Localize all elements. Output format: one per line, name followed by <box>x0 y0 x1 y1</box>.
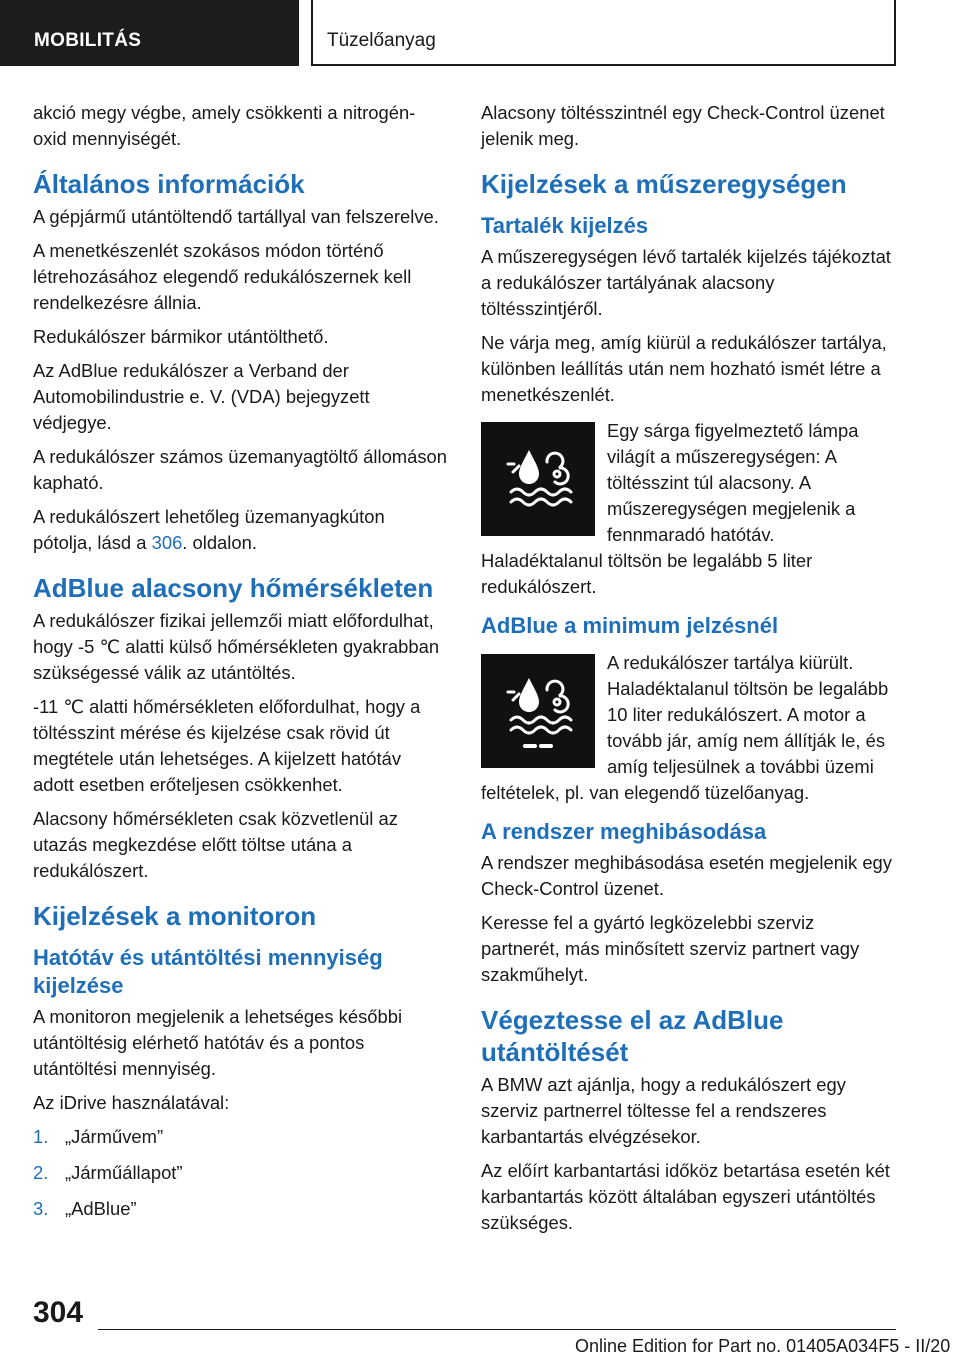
heading-cluster: Kijelzések a műszeregységen <box>481 169 847 199</box>
footer-divider <box>98 1329 896 1330</box>
page-header <box>0 0 960 66</box>
adblue-minimum-warning-icon <box>481 654 595 768</box>
adblue-reserve-warning-icon-graphic <box>481 422 595 536</box>
refill-p1: A BMW azt ajánlja, hogy a redukálószert egy szerviz partnerrel töltesse fel a rendszeres karbantartás elvégzésekor. <box>481 1074 846 1147</box>
step-number: 3. <box>33 1198 49 1219</box>
chapter-tab: Tüzelőanyag <box>311 0 896 66</box>
step-item <box>33 1160 447 1186</box>
general-p6 <box>33 504 447 556</box>
heading-monitor: Kijelzések a monitoron <box>33 901 317 931</box>
general-p1: A gépjármű utántöltendő tartállyal van felszerelve. <box>33 206 439 227</box>
reserve-p1: A műszeregységen lévő tartalék kijelzés tájékoztat a redukálószer tartályának alacsony töltésszintjéről. <box>481 246 891 319</box>
monitor-p2: Az iDrive használatával: <box>33 1092 230 1113</box>
general-p5: A redukálószer számos üzemanyagtöltő állomáson kapható. <box>33 446 448 493</box>
adblue-reserve-warning-icon <box>481 422 595 536</box>
step-number: 2. <box>33 1162 49 1183</box>
subheading-range: Hatótáv és utántöltési mennyiség kijelzése <box>33 945 383 998</box>
edition-text: Online Edition for Part no. 01405A034F5 - II/20 <box>575 1336 951 1356</box>
right-intro-text: Alacsony töltésszintnél egy Check-Control üzenet jelenik meg. <box>481 102 885 149</box>
page-reference-link[interactable]: 306 <box>151 532 183 553</box>
monitor-p1: A monitoron megjelenik a lehetséges későbbi utántöltésig elérhető hatótáv és a pontos utántöltési mennyiség. <box>33 1006 403 1079</box>
step-text: „AdBlue” <box>65 1198 137 1219</box>
general-p6-suffix: . oldalon. <box>182 532 257 553</box>
adblue-minimum-warning-icon-graphic <box>481 654 595 768</box>
general-p2: A menetkészenlét szokásos módon történő létrehozásához elegendő redukálószernek kell rendelkezésre állnia. <box>33 240 412 313</box>
section-tab: MOBILITÁS <box>0 0 299 66</box>
subheading-minimum: AdBlue a minimum jelzésnél <box>481 613 779 638</box>
left-column <box>33 100 447 1232</box>
step-item <box>33 1124 447 1150</box>
right-column <box>481 100 895 1244</box>
minimum-warning-block <box>481 650 895 806</box>
subheading-fault: A rendszer meghibásodása <box>481 819 767 844</box>
step-item <box>33 1196 447 1222</box>
heading-low-temperature: AdBlue alacsony hőmérsékleten <box>33 573 434 603</box>
step-number: 1. <box>33 1126 49 1147</box>
step-text: „Járművem” <box>65 1126 164 1147</box>
lowtemp-p3: Alacsony hőmérsékleten csak közvetlenül az utazás megkezdése előtt töltse utána a redukálószert. <box>33 808 398 881</box>
general-p6-text: A redukálószert lehetőleg üzemanyagkúton pótolja, lásd a <box>33 506 385 553</box>
step-text: „Járműállapot” <box>65 1162 183 1183</box>
fault-p2: Keresse fel a gyártó legközelebbi szerviz partnerét, más minősített szerviz partnert vagy szakműhelyt. <box>481 912 860 985</box>
reserve-warning-text: Egy sárga figyelmeztető lámpa világít a műszeregységen: A töltésszint túl alacsony. A műszeregységen megjelenik a fennmaradó hatótáv. Haladéktalanul töltsön be legalább 5 liter redukálószert. <box>481 420 859 597</box>
reserve-p2: Ne várja meg, amíg kiürül a redukálószer tartálya, különben leállítás után nem hozható ismét létre a menetkészenlét. <box>481 332 887 405</box>
lowtemp-p2: -11 ℃ alatti hőmérsékleten előfordulhat, hogy a töltésszint mérése és kijelzése csak rövid út megtétele után lehetséges. A kijelzett hatótáv adott esetben erőteljesen csökkenhet. <box>33 696 421 795</box>
minimum-warning-text: A redukálószer tartálya kiürült. Haladéktalanul töltsön be legalább 10 liter redukálószert. A motor a tovább jár, amíg nem állítják le, és amíg teljesülnek a további üzemi feltételek, pl. van elegendő tüzelőanyag. <box>481 652 889 803</box>
heading-general: Általános információk <box>33 169 305 199</box>
lowtemp-p1: A redukálószer fizikai jellemzői miatt előfordulhat, hogy -5 ℃ alatti külső hőmérsékleten gyakrabban szükségessé válik az utántöltés. <box>33 610 440 683</box>
fault-p1: A rendszer meghibásodása esetén megjelenik egy Check-Control üzenet. <box>481 852 892 899</box>
general-p4: Az AdBlue redukálószer a Verband der Automobilindustrie e. V. (VDA) bejegyzett védjegye. <box>33 360 370 433</box>
page-number: 304 <box>33 1296 84 1329</box>
heading-refill: Végeztesse el az AdBlue utántöltését <box>481 1005 784 1067</box>
reserve-warning-block <box>481 418 895 600</box>
intro-text: akció megy végbe, amely csökkenti a nitrogén-oxid mennyiségét. <box>33 102 416 149</box>
general-p3: Redukálószer bármikor utántölthető. <box>33 326 329 347</box>
refill-p2: Az előírt karbantartási időköz betartása esetén két karbantartás között általában egyszeri utántöltés szükséges. <box>481 1160 890 1233</box>
idrive-steps <box>33 1124 447 1222</box>
subheading-reserve: Tartalék kijelzés <box>481 213 649 238</box>
